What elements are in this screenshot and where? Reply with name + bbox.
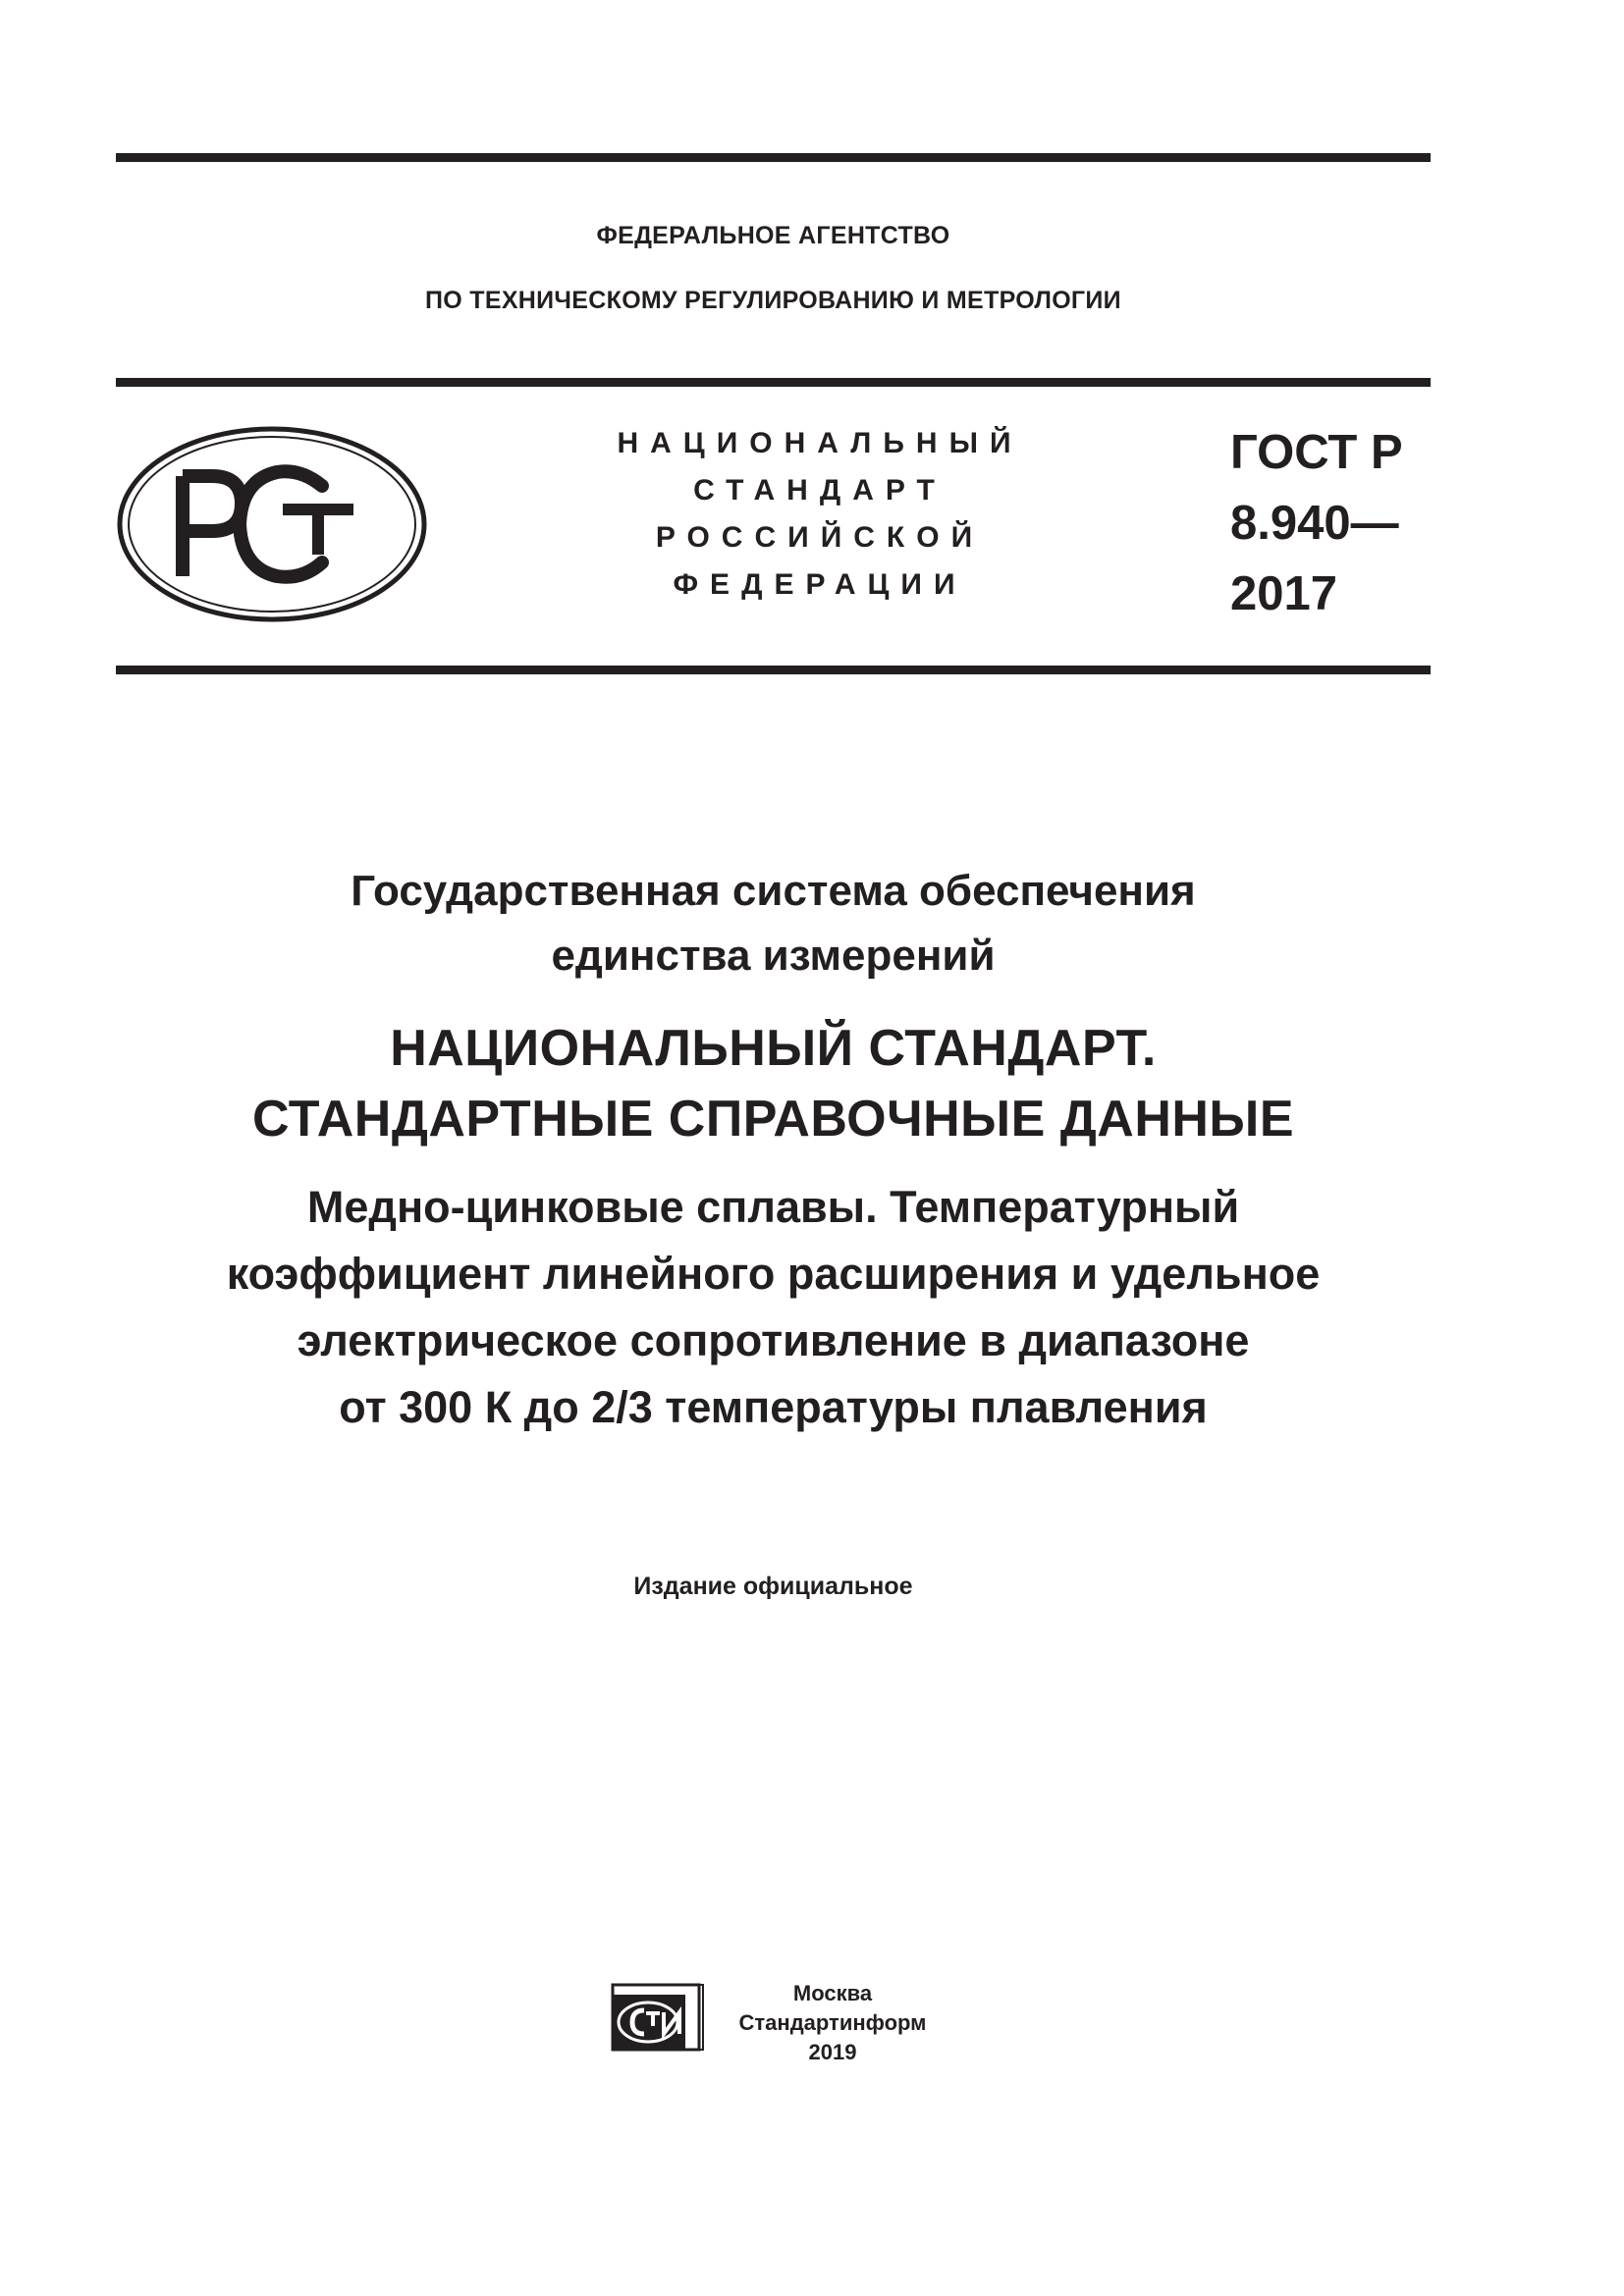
series-title-line: единства измерений xyxy=(551,932,996,980)
subtitle xyxy=(116,1174,1431,1441)
rst-emblem-icon xyxy=(116,425,428,623)
publisher-name: Стандартинформ xyxy=(738,2010,927,2035)
subtitle-line: от 300 К до 2/3 температуры плавления xyxy=(339,1382,1208,1432)
standartinform-logo-icon xyxy=(611,1981,705,2054)
main-title-line: СТАНДАРТНЫЕ СПРАВОЧНЫЕ ДАННЫЕ xyxy=(251,1091,1295,1148)
edition-label: Издание официальное xyxy=(633,1573,913,1600)
national-standard-line: ФЕДЕРАЦИИ xyxy=(673,568,967,601)
national-standard-line: РОССИЙСКОЙ xyxy=(655,521,985,554)
subtitle-line: Медно-цинковые сплавы. Температурный xyxy=(306,1182,1240,1232)
publisher-imprint xyxy=(715,1979,950,2067)
main-title-line: НАЦИОНАЛЬНЫЙ СТАНДАРТ. xyxy=(390,1020,1157,1077)
gost-line: 8.940— xyxy=(1230,497,1399,550)
subtitle-line: коэффициент линейного расширения и удельное xyxy=(226,1249,1321,1299)
agency-line-2: ПО ТЕХНИЧЕСКОМУ РЕГУЛИРОВАНИЮ И МЕТРОЛОГИИ xyxy=(425,287,1121,314)
subtitle-line: электрическое сопротивление в диапазоне xyxy=(297,1315,1250,1365)
publisher-year: 2019 xyxy=(808,2040,857,2064)
series-title-line: Государственная система обеспечения xyxy=(351,867,1196,915)
series-title xyxy=(116,859,1431,988)
main-title xyxy=(116,1013,1431,1154)
gost-line: ГОСТ Р xyxy=(1230,426,1403,479)
national-standard-line: СТАНДАРТ xyxy=(693,474,947,507)
header-rule xyxy=(116,378,1431,387)
gost-line: 2017 xyxy=(1230,567,1338,620)
agency-line-1: ФЕДЕРАЛЬНОЕ АГЕНТСТВО xyxy=(596,222,950,249)
top-rule xyxy=(116,153,1431,162)
header-bottom-rule xyxy=(116,666,1431,674)
publisher-city: Москва xyxy=(792,1981,873,2005)
gost-designation xyxy=(1230,417,1427,629)
national-standard-label xyxy=(589,420,1051,609)
national-standard-line: НАЦИОНАЛЬНЫЙ xyxy=(617,427,1023,459)
